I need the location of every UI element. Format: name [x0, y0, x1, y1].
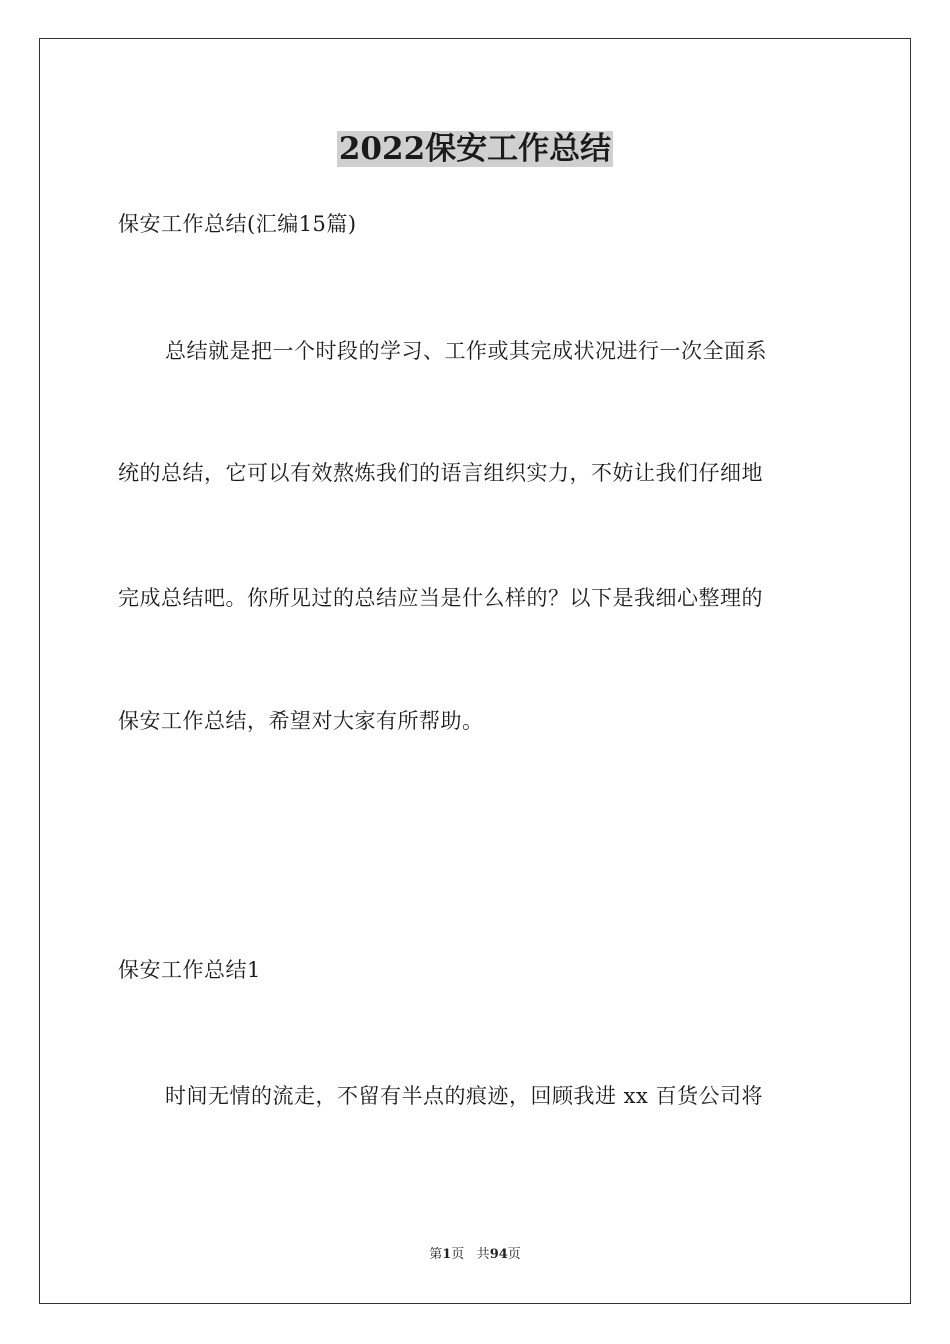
footer-page-suffix: 页	[451, 1247, 465, 1262]
intro-line-4: 保安工作总结，希望对大家有所帮助。	[118, 709, 484, 733]
footer-page-prefix: 第	[429, 1247, 443, 1262]
intro-line-3: 完成总结吧。你所见过的总结应当是什么样的？以下是我细心整理的	[118, 586, 763, 610]
footer-total-pages: 94	[489, 1247, 508, 1262]
footer-total-prefix: 共	[476, 1247, 490, 1262]
document-subtitle: 保安工作总结(汇编15篇)	[118, 212, 357, 236]
intro-line-2: 统的总结，它可以有效熬炼我们的语言组织实力，不妨让我们仔细地	[118, 461, 763, 485]
section-first-line: 时间无情的流走，不留有半点的痕迹，回顾我进 xx 百货公司将	[165, 1084, 764, 1108]
intro-line-1: 总结就是把一个时段的学习、工作或其完成状况进行一次全面系	[165, 339, 767, 363]
document-title	[0, 128, 950, 170]
page-footer	[0, 1246, 950, 1264]
document-title-text: 2022保安工作总结	[338, 131, 612, 167]
footer-page-number: 1	[442, 1247, 452, 1262]
section-heading: 保安工作总结1	[118, 958, 261, 982]
footer-total-suffix: 页	[507, 1247, 521, 1262]
